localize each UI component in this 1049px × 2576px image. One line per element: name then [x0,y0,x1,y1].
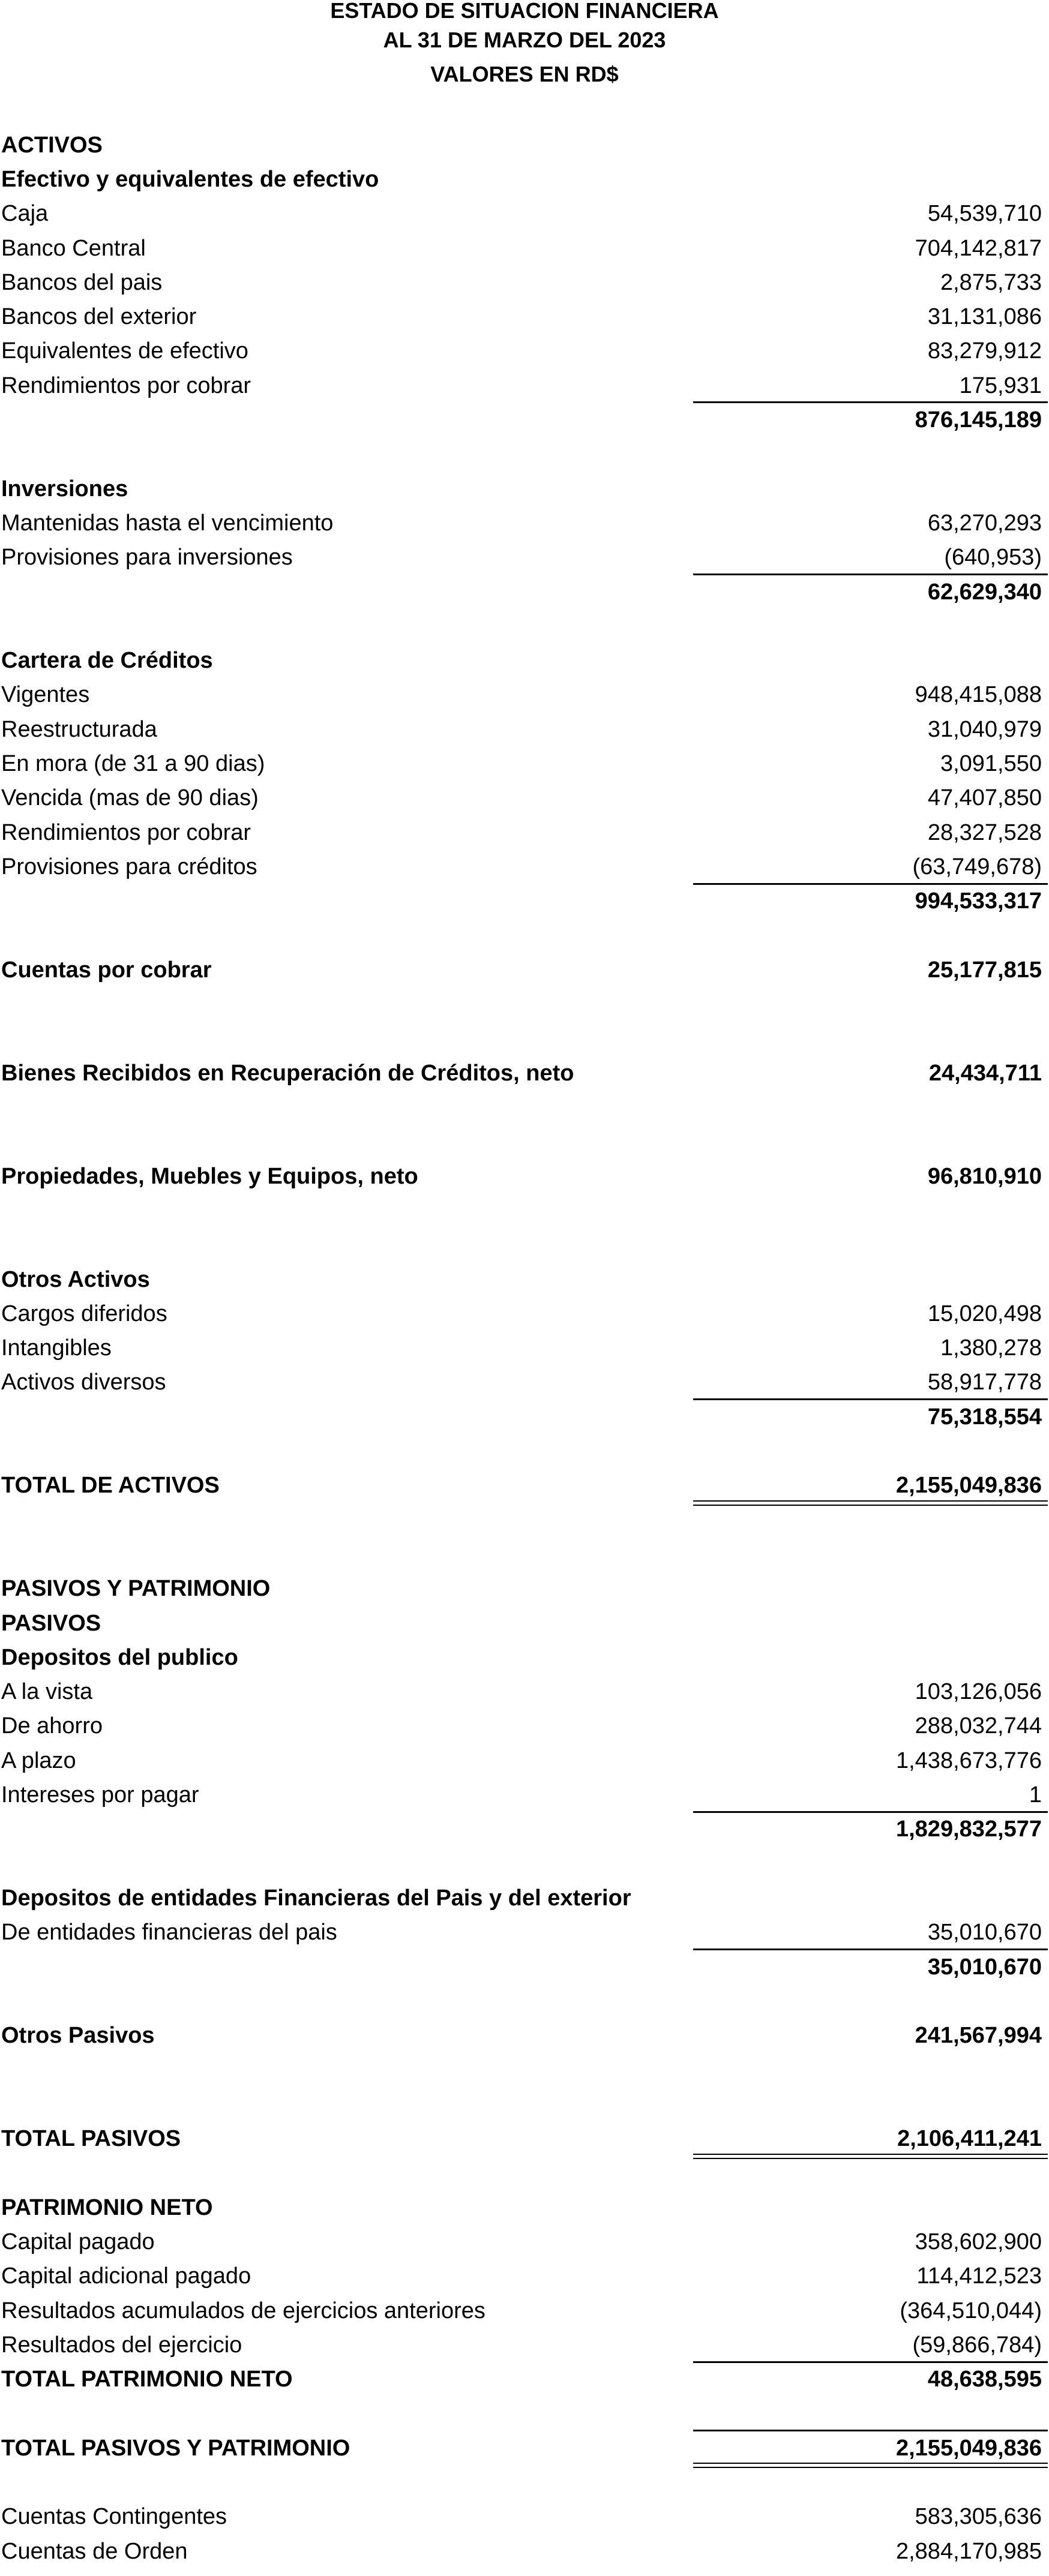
row-activos-diversos [0,1365,1049,1400]
row-resultados-acumulados [0,2293,1049,2328]
row-label: Activos diversos [1,1370,166,1395]
row-label: TOTAL PASIVOS Y PATRIMONIO [1,2435,350,2461]
row-value: 1,829,832,577 [895,1817,1042,1842]
row-cartera-total [0,884,1049,918]
row-label: Provisiones para créditos [1,854,257,879]
row-label: Caja [1,201,49,227]
row-label: ACTIVOS [1,132,103,158]
row-entidades-pais [0,1916,1049,1950]
row-value: 47,407,850 [927,785,1042,811]
row-label: Cuentas Contingentes [1,2504,227,2530]
row-value: 583,305,636 [915,2504,1042,2530]
row-value: 35,010,670 [927,1920,1042,1945]
statement-currency: VALORES EN RD$ [430,62,619,86]
row-cargos-diferidos [0,1296,1049,1331]
row-label: TOTAL DE ACTIVOS [1,1473,220,1499]
row-value: 54,539,710 [927,201,1042,227]
row-value: 58,917,778 [927,1370,1042,1395]
row-label: PASIVOS Y PATRIMONIO [1,1576,271,1602]
row-efectivo-heading [0,162,1049,196]
row-mantenidas [0,506,1049,540]
row-label: A la vista [1,1679,93,1705]
row-blank-19 [0,2465,1049,2499]
row-value: (364,510,044) [900,2298,1042,2323]
row-a-la-vista [0,1675,1049,1709]
row-cuentas-cobrar [0,953,1049,987]
row-depositos-publico-total [0,1812,1049,1847]
row-cuentas-contingentes [0,2500,1049,2534]
row-banco-central [0,231,1049,265]
row-value: 1 [1029,1782,1042,1808]
row-vigentes [0,678,1049,712]
row-value: 114,412,523 [916,2263,1042,2289]
row-blank-3 [0,918,1049,953]
row-inversiones-total [0,575,1049,609]
row-inversiones-heading [0,472,1049,506]
row-value: 358,602,900 [915,2229,1042,2254]
row-label: Rendimientos por cobrar [1,819,251,845]
row-value: 35,010,670 [927,1954,1042,1980]
row-value: 288,032,744 [915,1713,1042,1739]
row-en-mora [0,746,1049,780]
row-blank-11 [0,1503,1049,1537]
row-value: (63,749,678) [912,854,1042,879]
row-vencida [0,781,1049,815]
row-label: Cuentas por cobrar [1,957,212,983]
row-value: 2,155,049,836 [895,1473,1042,1499]
row-blank-12 [0,1537,1049,1571]
row-label: Rendimientos por cobrar [1,373,251,398]
row-value: 31,131,086 [927,304,1042,330]
row-otros-activos-heading [0,1262,1049,1296]
row-value: 948,415,088 [915,682,1042,708]
row-value: 3,091,550 [940,751,1042,777]
row-blank-7 [0,1125,1049,1159]
row-blank-4 [0,987,1049,1022]
row-de-ahorro [0,1709,1049,1743]
row-a-plazo [0,1743,1049,1778]
row-otros-pasivos [0,2019,1049,2053]
row-label: Cartera de Créditos [1,648,213,674]
row-label: Otros Pasivos [1,2023,155,2049]
row-blank-18 [0,2397,1049,2431]
row-blank-1 [0,437,1049,472]
row-intangibles [0,1331,1049,1365]
row-label: Depositos de entidades Financieras del Pais y del exterior [1,1885,631,1911]
row-value: 24,434,711 [928,1060,1042,1086]
row-total-activos [0,1469,1049,1503]
row-value: 15,020,498 [927,1301,1042,1326]
row-resultados-ejercicio [0,2328,1049,2362]
row-label: Banco Central [1,235,146,261]
row-label: Vencida (mas de 90 dias) [1,785,259,811]
row-value: 96,810,910 [927,1163,1042,1189]
row-label: Provisiones para inversiones [1,545,293,571]
row-value: 994,533,317 [915,888,1042,914]
statement-date: AL 31 DE MARZO DEL 2023 [383,28,666,52]
row-patrimonio-heading [0,2190,1049,2224]
row-value: 1,380,278 [940,1335,1042,1361]
row-value: 83,279,912 [927,338,1042,364]
row-blank-10 [0,1434,1049,1468]
row-equivalentes [0,334,1049,368]
row-label: De ahorro [1,1713,103,1739]
row-label: De entidades financieras del pais [1,1920,337,1945]
row-label: Intangibles [1,1335,112,1361]
row-value: 2,884,170,985 [895,2538,1042,2564]
row-label: Otros Activos [1,1266,150,1292]
row-provisiones-inversiones [0,541,1049,575]
row-blank-13 [0,1847,1049,1881]
row-bienes-recibidos [0,1056,1049,1090]
row-label: Equivalentes de efectivo [1,338,248,364]
row-intereses-pagar [0,1778,1049,1812]
row-value: 75,318,554 [927,1404,1042,1430]
row-label: Bancos del pais [1,269,163,295]
row-blank-2 [0,609,1049,643]
row-label: TOTAL PASIVOS [1,2126,181,2152]
row-label: Inversiones [1,476,128,502]
row-label: PASIVOS [1,1610,101,1636]
row-label: Resultados acumulados de ejercicios anteriores [1,2298,485,2323]
row-label: TOTAL PATRIMONIO NETO [1,2367,293,2392]
row-rendimientos-efectivo [0,368,1049,403]
row-depositos-entidades-total [0,1950,1049,1984]
row-label: Bancos del exterior [1,304,197,330]
row-label: Cargos diferidos [1,1301,167,1326]
row-blank-6 [0,1090,1049,1124]
row-reestructurada [0,712,1049,746]
row-value: 62,629,340 [927,579,1042,605]
row-cuentas-orden [0,2534,1049,2568]
row-blank-15 [0,2053,1049,2087]
row-label: Mantenidas hasta el vencimiento [1,510,334,536]
row-value: 876,145,189 [915,407,1042,433]
row-total-pasivos [0,2121,1049,2155]
row-label: Bienes Recibidos en Recuperación de Créditos, neto [1,1060,574,1086]
row-value: 1,438,673,776 [895,1748,1042,1773]
row-capital-pagado [0,2224,1049,2259]
row-efectivo-total [0,403,1049,437]
row-value: 103,126,056 [915,1679,1042,1705]
row-depositos-publico-heading [0,1640,1049,1674]
row-value: 48,638,595 [927,2367,1042,2392]
row-label: PATRIMONIO NETO [1,2194,213,2220]
row-bancos-pais [0,265,1049,299]
row-value: (59,866,784) [912,2332,1042,2358]
row-blank-17 [0,2156,1049,2190]
row-label: Intereses por pagar [1,1782,199,1808]
row-provisiones-creditos [0,849,1049,884]
row-pasivos-patrimonio-heading [0,1572,1049,1606]
row-value: 2,155,049,836 [895,2435,1042,2461]
row-caja [0,197,1049,231]
row-total-pasivos-patrimonio [0,2431,1049,2465]
row-value: (640,953) [944,545,1042,571]
row-label: Vigentes [1,682,90,708]
row-pasivos-heading [0,1606,1049,1640]
row-value: 241,567,994 [915,2023,1042,2049]
row-label: Capital pagado [1,2229,155,2254]
row-blank-9 [0,1228,1049,1262]
row-label: Propiedades, Muebles y Equipos, neto [1,1163,418,1189]
row-blank-5 [0,1022,1049,1056]
row-blank-16 [0,2087,1049,2121]
row-total-patrimonio [0,2362,1049,2397]
row-label: Depositos del publico [1,1644,238,1670]
row-label: En mora (de 31 a 90 dias) [1,751,265,777]
row-label: Cuentas de Orden [1,2538,188,2564]
row-label: A plazo [1,1748,76,1773]
row-rendimientos-cartera [0,815,1049,849]
row-propiedades [0,1159,1049,1193]
row-label: Resultados del ejercicio [1,2332,242,2358]
row-value: 2,106,411,241 [897,2126,1042,2152]
row-depositos-entidades-heading [0,1881,1049,1915]
statement-title: ESTADO DE SITUACION FINANCIERA [330,0,719,23]
row-blank-8 [0,1193,1049,1227]
row-value: 704,142,817 [915,235,1042,261]
row-cartera-heading [0,644,1049,678]
row-label: Efectivo y equivalentes de efectivo [1,166,379,192]
row-value: 25,177,815 [927,957,1042,983]
row-capital-adicional [0,2259,1049,2293]
row-value: 2,875,733 [940,269,1042,295]
row-value: 175,931 [959,373,1042,398]
row-value: 28,327,528 [927,819,1042,845]
row-bancos-exterior [0,300,1049,334]
row-otros-activos-total [0,1400,1049,1434]
row-label: Capital adicional pagado [1,2263,251,2289]
row-label: Reestructurada [1,716,157,742]
row-activos-heading [0,128,1049,162]
row-value: 31,040,979 [927,716,1042,742]
row-blank-14 [0,1984,1049,2018]
row-value: 63,270,293 [927,510,1042,536]
